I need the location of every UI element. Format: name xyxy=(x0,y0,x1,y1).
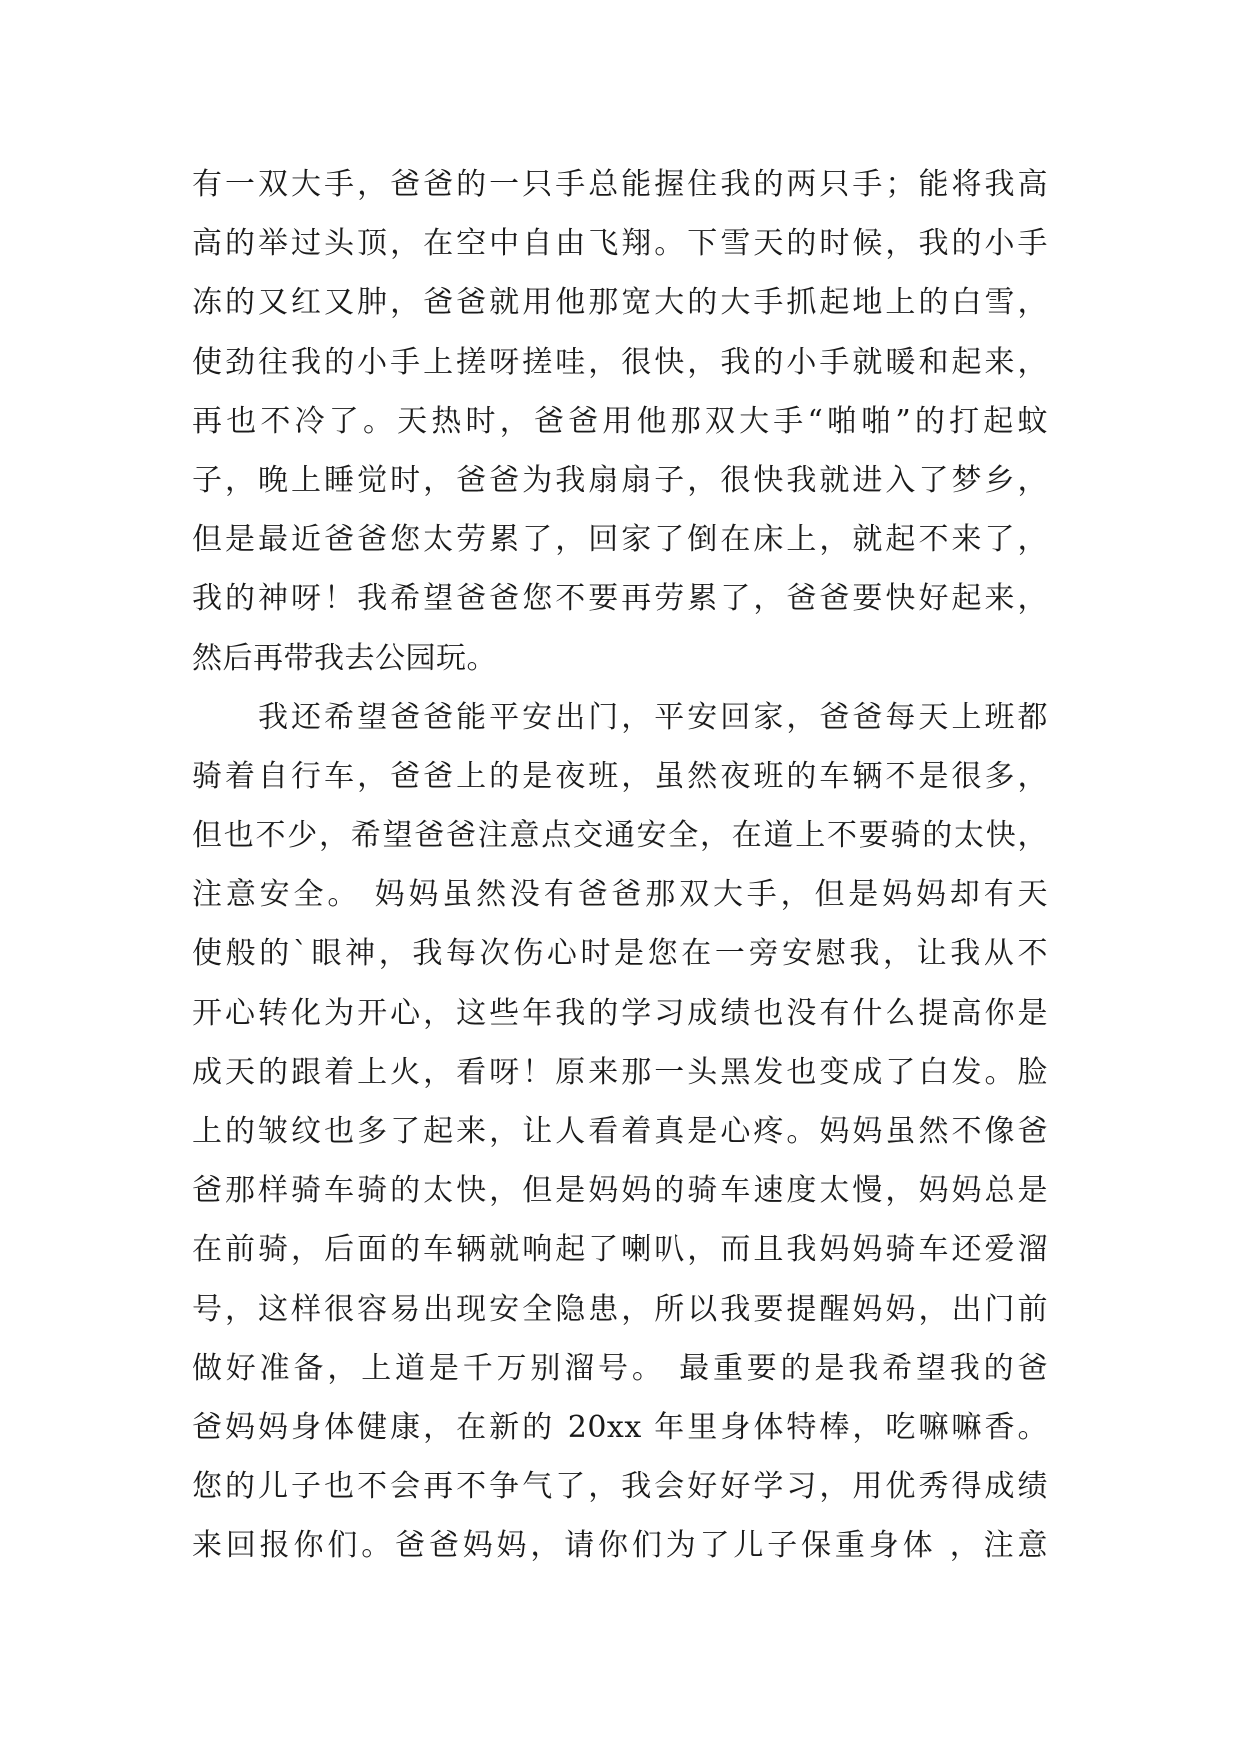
text-line: 做好准备，上道是千万别溜号。 最重要的是我希望我的爸 xyxy=(192,1350,1048,1386)
body-text xyxy=(192,155,1048,1576)
text-line: 来回报你们。爸爸妈妈，请你们为了儿子保重身体 ，注意 xyxy=(192,1528,1048,1564)
text-line: 使般的`眼神，我每次伤心时是您在一旁安慰我，让我从不 xyxy=(192,936,1048,972)
text-line: 我的神呀！我希望爸爸您不要再劳累了，爸爸要快好起来， xyxy=(192,581,1048,617)
paragraph-start-line: 我还希望爸爸能平安出门，平安回家，爸爸每天上班都 xyxy=(258,699,1048,735)
text-line: 但也不少，希望爸爸注意点交通安全，在道上不要骑的太快， xyxy=(192,818,1048,854)
text-line: 号，这样很容易出现安全隐患，所以我要提醒妈妈，出门前 xyxy=(192,1291,1048,1327)
text-line: 子，晚上睡觉时，爸爸为我扇扇子，很快我就进入了梦乡， xyxy=(192,462,1048,498)
text-line: 有一双大手，爸爸的一只手总能握住我的两只手；能将我高 xyxy=(192,167,1048,202)
text-line: 再也不冷了。天热时，爸爸用他那双大手“啪啪”的打起蚊 xyxy=(192,403,1048,439)
text-line: 成天的跟着上火，看呀！原来那一头黑发也变成了白发。脸 xyxy=(192,1054,1048,1090)
paragraph-end-line: 然后再带我去公园玩。 xyxy=(192,640,497,676)
text-line: 在前骑，后面的车辆就响起了喇叭，而且我妈妈骑车还爱溜 xyxy=(192,1232,1048,1268)
text-line: 开心转化为开心，这些年我的学习成绩也没有什么提高你是 xyxy=(192,995,1048,1031)
text-line: 使劲往我的小手上搓呀搓哇，很快，我的小手就暖和起来， xyxy=(192,344,1048,380)
text-line: 高的举过头顶，在空中自由飞翔。下雪天的时候，我的小手 xyxy=(192,226,1048,262)
text-line: 上的皱纹也多了起来，让人看着真是心疼。妈妈虽然不像爸 xyxy=(192,1114,1048,1149)
text-line: 爸妈妈身体健康，在新的 20xx 年里身体特棒，吃嘛嘛香。 xyxy=(192,1409,1048,1445)
text-line: 您的儿子也不会再不争气了，我会好好学习，用优秀得成绩 xyxy=(192,1469,1048,1505)
text-line: 爸那样骑车骑的太快，但是妈妈的骑车速度太慢，妈妈总是 xyxy=(192,1173,1048,1209)
text-line: 注意安全。 妈妈虽然没有爸爸那双大手，但是妈妈却有天 xyxy=(192,877,1048,913)
text-line: 骑着自行车，爸爸上的是夜班，虽然夜班的车辆不是很多， xyxy=(192,758,1048,794)
text-line: 冻的又红又肿，爸爸就用他那宽大的大手抓起地上的白雪， xyxy=(192,285,1048,321)
text-line: 但是最近爸爸您太劳累了，回家了倒在床上，就起不来了， xyxy=(192,522,1048,558)
